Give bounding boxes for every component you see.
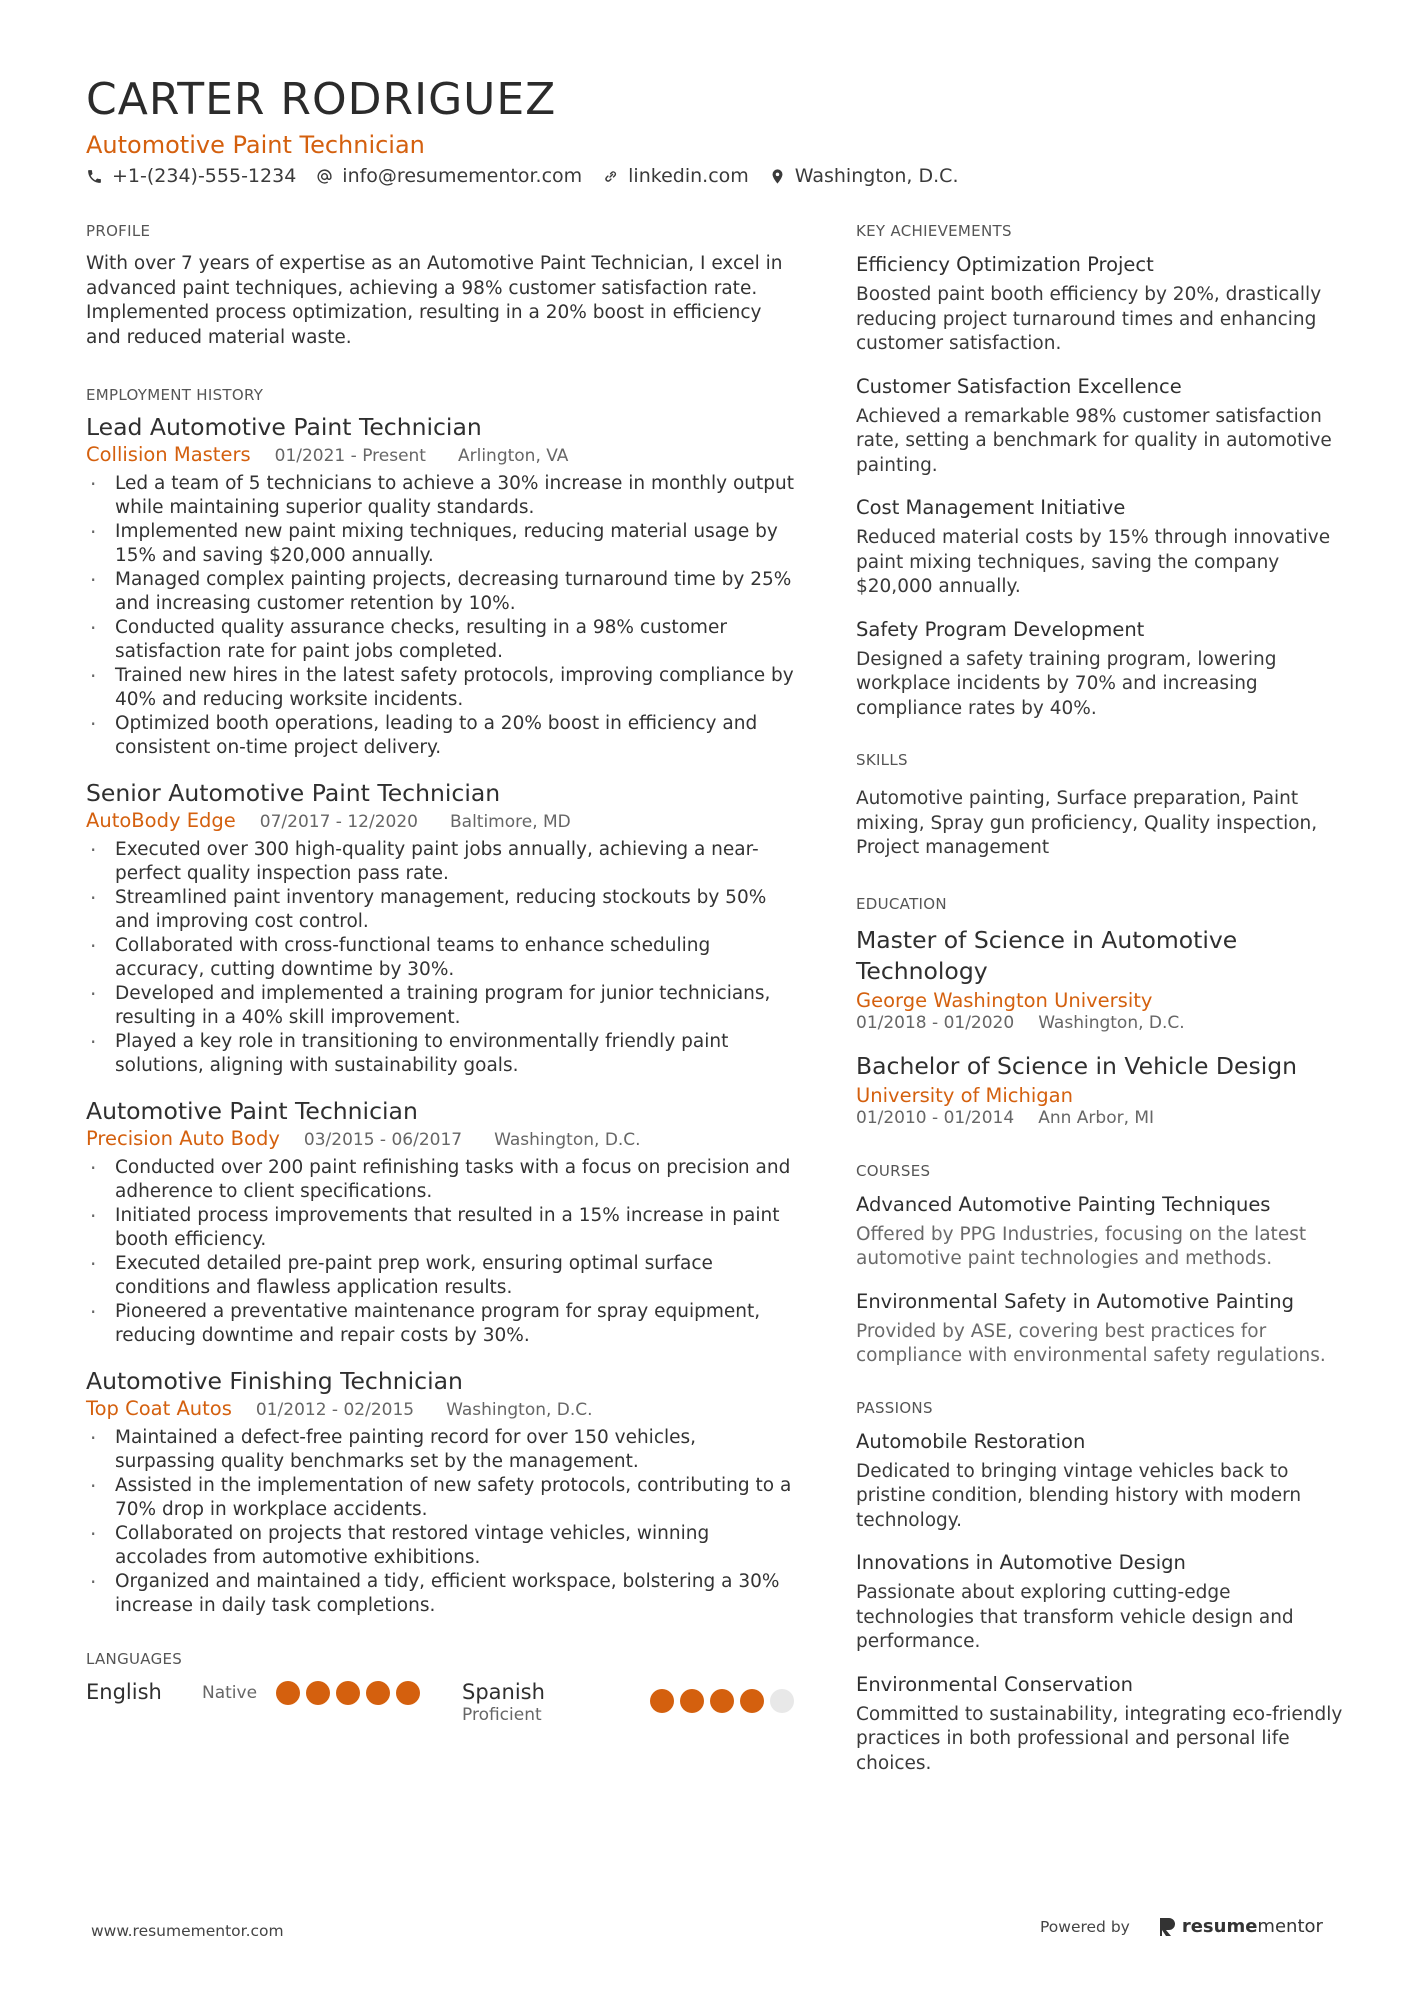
course-title: Advanced Automotive Painting Techniques — [856, 1192, 1271, 1216]
rating-dot-filled — [276, 1681, 300, 1705]
passion-item — [856, 1429, 1346, 1534]
job-entry — [86, 778, 801, 1078]
left-column — [86, 222, 801, 1725]
education-degree: Master of Science in Automotive Technology — [856, 925, 1238, 985]
job-entry — [86, 412, 801, 760]
job-company: Precision Auto Body — [86, 1127, 280, 1150]
skills-heading: SKILLS — [856, 751, 908, 769]
job-location: Washington, D.C. — [494, 1130, 641, 1150]
job-bullet: · Assisted in the implementation of new safety protocols, contributing to a 70% drop in workplace accidents. — [86, 1474, 801, 1522]
course-text: Provided by ASE, covering best practices for compliance with environmental safety regulations. — [856, 1320, 1326, 1366]
job-meta — [86, 809, 801, 832]
rating-dot-filled — [650, 1689, 674, 1713]
job-bullet: · Conducted over 200 paint refinishing tasks with a focus on precision and adherence to client specifications. — [86, 1156, 801, 1204]
job-bullet: · Led a team of 5 technicians to achieve a 30% increase in monthly output while maintaining superior quality standards. — [86, 472, 801, 520]
job-location: Washington, D.C. — [446, 1400, 593, 1420]
job-bullet: · Played a key role in transitioning to environmentally friendly paint solutions, aligning with sustainability goals. — [86, 1030, 801, 1078]
achievement-title: Customer Satisfaction Excellence — [856, 374, 1182, 398]
achievement-item — [856, 617, 1346, 722]
location-pin-icon — [769, 168, 786, 185]
education-location: Ann Arbor, MI — [1038, 1107, 1155, 1128]
achievement-item — [856, 252, 1346, 357]
achievements-section — [856, 222, 1346, 721]
profile-section — [86, 222, 801, 350]
education-location: Washington, D.C. — [1038, 1012, 1185, 1033]
passion-title: Innovations in Automotive Design — [856, 1551, 1186, 1574]
contact-bar — [86, 165, 979, 187]
job-bullet: · Streamlined paint inventory management, reducing stockouts by 50% and improving cost control. — [86, 886, 801, 934]
contact-phone[interactable] — [86, 165, 296, 187]
education-school: George Washington University — [856, 988, 1153, 1012]
contact-linkedin[interactable] — [602, 165, 749, 187]
achievement-text: Boosted paint booth efficiency by 20%, drastically reducing project turnaround times and enhancing customer satisfaction. — [856, 284, 1322, 354]
link-icon — [602, 168, 619, 185]
job-bullets — [86, 838, 801, 1078]
passions-section — [856, 1399, 1346, 1777]
job-title: Automotive Paint Technician — [86, 1097, 418, 1125]
rating-dot-filled — [336, 1681, 360, 1705]
languages-heading: LANGUAGES — [86, 1650, 183, 1668]
education-school: University of Michigan — [856, 1083, 1073, 1107]
language-spanish — [462, 1680, 800, 1725]
passion-item — [856, 1550, 1346, 1655]
job-dates: 07/2017 - 12/2020 — [259, 812, 418, 832]
education-meta — [856, 1108, 1346, 1128]
skills-text: Automotive painting, Surface preparation, Paint mixing, Spray gun proficiency, Quality inspection, Project management — [856, 788, 1318, 858]
rating-dot-empty — [770, 1689, 794, 1713]
job-bullet: · Trained new hires in the latest safety protocols, improving compliance by 40% and reducing worksite incidents. — [86, 664, 801, 712]
rating-dot-filled — [396, 1681, 420, 1705]
job-entry — [86, 1096, 801, 1348]
course-item — [856, 1192, 1346, 1272]
job-title: Senior Automotive Paint Technician — [86, 779, 501, 807]
language-level: Proficient — [462, 1705, 542, 1725]
achievement-item — [856, 374, 1346, 479]
brand-name-rest: mentor — [1257, 1916, 1323, 1937]
job-company: Top Coat Autos — [86, 1397, 232, 1420]
languages-section — [86, 1650, 801, 1725]
job-bullets — [86, 1156, 801, 1348]
brand-name-bold: resume — [1181, 1916, 1258, 1937]
at-icon — [316, 168, 333, 185]
language-name: English — [86, 1680, 162, 1704]
education-dates: 01/2018 - 01/2020 — [856, 1012, 1015, 1033]
job-bullet: · Collaborated with cross-functional teams to enhance scheduling accuracy, cutting downtime by 30%. — [86, 934, 801, 982]
profile-heading: PROFILE — [86, 222, 151, 240]
job-bullet: · Conducted quality assurance checks, resulting in a 98% customer satisfaction rate for paint jobs completed. — [86, 616, 801, 664]
job-dates: 03/2015 - 06/2017 — [303, 1130, 463, 1150]
rating-dot-filled — [740, 1689, 764, 1713]
candidate-name: CARTER RODRIGUEZ — [86, 74, 557, 125]
job-meta — [86, 1397, 801, 1420]
contact-email-text: info@resumementor.com — [342, 165, 583, 187]
achievement-item — [856, 495, 1346, 600]
languages-row — [86, 1680, 801, 1725]
brand-logo[interactable] — [1160, 1916, 1323, 1937]
passion-text: Committed to sustainability, integrating eco-friendly practices in both professional and personal life choices. — [856, 1703, 1343, 1774]
passion-item — [856, 1672, 1346, 1777]
job-meta — [86, 1127, 801, 1150]
job-dates: 01/2012 - 02/2015 — [255, 1400, 415, 1420]
candidate-role: Automotive Paint Technician — [86, 131, 425, 159]
profile-text: With over 7 years of expertise as an Automotive Paint Technician, I excel in advanced paint techniques, achieving a 98% customer satisfaction rate. Implemented process optimization, resulting in a 20% boost in efficiency and reduced material waste. — [86, 253, 783, 348]
education-heading: EDUCATION — [856, 894, 947, 913]
job-location: Arlington, VA — [457, 446, 569, 466]
courses-heading: COURSES — [856, 1161, 931, 1180]
job-bullet: · Maintained a defect-free painting record for over 150 vehicles, surpassing quality benchmarks set by the management. — [86, 1426, 801, 1474]
course-item — [856, 1289, 1346, 1369]
right-column — [856, 222, 1346, 1810]
contact-location-text: Washington, D.C. — [794, 165, 959, 187]
contact-email[interactable] — [316, 165, 582, 187]
language-rating — [650, 1689, 800, 1713]
contact-linkedin-text: linkedin.com — [628, 165, 749, 187]
employment-heading: EMPLOYMENT HISTORY — [86, 386, 264, 404]
achievements-heading: KEY ACHIEVEMENTS — [856, 222, 1012, 240]
passions-heading: PASSIONS — [856, 1398, 933, 1417]
job-title: Lead Automotive Paint Technician — [86, 413, 482, 441]
course-text: Offered by PPG Industries, focusing on the latest automotive paint technologies and methods. — [856, 1223, 1307, 1269]
language-rating — [276, 1681, 426, 1705]
footer-branding — [1040, 1916, 1323, 1937]
education-meta — [856, 1013, 1346, 1033]
job-bullet: · Organized and maintained a tidy, efficient workspace, bolstering a 30% increase in daily task completions. — [86, 1570, 801, 1618]
education-degree: Bachelor of Science in Vehicle Design — [856, 1051, 1298, 1080]
language-name-level — [462, 1680, 650, 1725]
job-bullet: · Managed complex painting projects, decreasing turnaround time by 25% and increasing customer retention by 10%. — [86, 568, 801, 616]
footer-website-link[interactable]: www.resumementor.com — [91, 1922, 284, 1940]
language-name: Spanish — [462, 1680, 545, 1704]
rating-dot-filled — [306, 1681, 330, 1705]
job-dates: 01/2021 - Present — [274, 446, 426, 466]
contact-phone-text: +1-(234)-555-1234 — [112, 165, 297, 187]
job-company: AutoBody Edge — [86, 809, 236, 832]
rating-dot-filled — [366, 1681, 390, 1705]
education-item — [856, 1051, 1346, 1128]
achievement-title: Safety Program Development — [856, 617, 1145, 641]
job-bullet: · Executed over 300 high-quality paint jobs annually, achieving a near-perfect quality inspection pass rate. — [86, 838, 801, 886]
education-section — [856, 895, 1346, 1128]
job-title: Automotive Finishing Technician — [86, 1367, 463, 1395]
job-bullet: · Optimized booth operations, leading to a 20% boost in efficiency and consistent on-time project delivery. — [86, 712, 801, 760]
achievement-title: Efficiency Optimization Project — [856, 253, 1154, 276]
language-level: Native — [202, 1683, 258, 1703]
education-dates: 01/2010 - 01/2014 — [856, 1107, 1015, 1128]
job-bullet: · Developed and implemented a training program for junior technicians, resulting in a 40% skill improvement. — [86, 982, 801, 1030]
language-english — [86, 1680, 462, 1705]
resumementor-logo-icon — [1160, 1918, 1176, 1936]
passion-title: Automobile Restoration — [856, 1429, 1086, 1453]
job-bullet: · Executed detailed pre-paint prep work, ensuring optimal surface conditions and flawless application results. — [86, 1252, 801, 1300]
job-bullet: · Implemented new paint mixing techniques, reducing material usage by 15% and saving $20,000 annually. — [86, 520, 801, 568]
job-entry — [86, 1366, 801, 1618]
job-bullet: · Pioneered a preventative maintenance program for spray equipment, reducing downtime and repair costs by 30%. — [86, 1300, 801, 1348]
achievement-title: Cost Management Initiative — [856, 496, 1126, 519]
passion-text: Dedicated to bringing vintage vehicles back to pristine condition, blending history with modern technology. — [856, 1460, 1302, 1531]
achievement-text: Designed a safety training program, lowering workplace incidents by 70% and increasing compliance rates by 40%. — [856, 648, 1277, 719]
achievement-text: Achieved a remarkable 98% customer satisfaction rate, setting a benchmark for quality in automotive painting. — [856, 405, 1332, 476]
courses-section — [856, 1162, 1346, 1369]
course-title: Environmental Safety in Automotive Painting — [856, 1289, 1295, 1313]
passion-title: Environmental Conservation — [856, 1672, 1133, 1696]
powered-by-label: Powered by — [1040, 1917, 1130, 1936]
job-bullets — [86, 472, 801, 760]
job-bullets — [86, 1426, 801, 1618]
job-meta — [86, 443, 801, 466]
job-bullet: · Initiated process improvements that resulted in a 15% increase in paint booth efficiency. — [86, 1204, 801, 1252]
job-location: Baltimore, MD — [449, 812, 571, 832]
rating-dot-filled — [710, 1689, 734, 1713]
employment-section — [86, 386, 801, 1618]
achievement-text: Reduced material costs by 15% through innovative paint mixing techniques, saving the company $20,000 annually. — [856, 527, 1331, 597]
phone-icon — [86, 168, 103, 185]
education-item — [856, 925, 1346, 1033]
skills-section — [856, 751, 1346, 861]
job-bullet: · Collaborated on projects that restored vintage vehicles, winning accolades from automotive exhibitions. — [86, 1522, 801, 1570]
rating-dot-filled — [680, 1689, 704, 1713]
job-company: Collision Masters — [86, 443, 251, 466]
passion-text: Passionate about exploring cutting-edge technologies that transform vehicle design and performance. — [856, 1582, 1294, 1652]
contact-location — [769, 165, 959, 187]
